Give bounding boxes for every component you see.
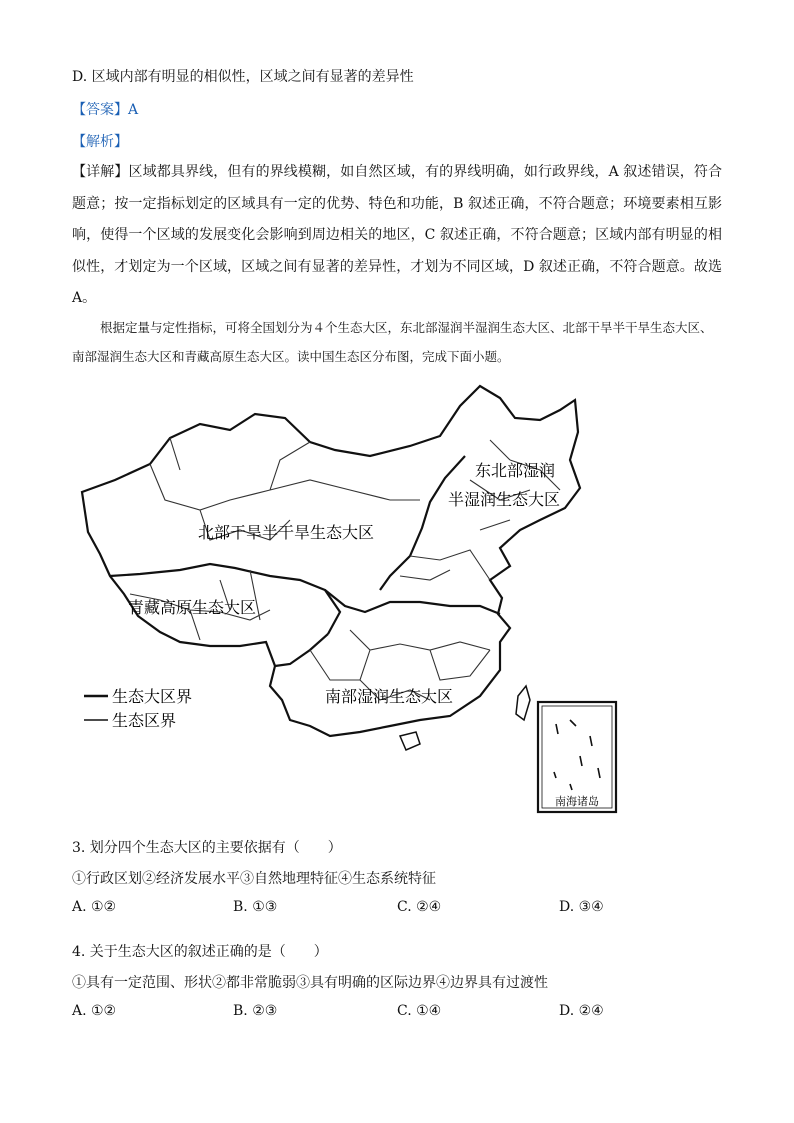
q3-stem: 3. 划分四个生态大区的主要依据有（ ） — [72, 840, 342, 856]
label-north: 北部干旱半干旱生态大区 — [198, 523, 375, 542]
major-boundary-south — [325, 590, 500, 614]
answer-text: 【答案】A — [72, 102, 139, 118]
analysis-detail: 【详解】区域都具界线，但有的界线模糊，如自然区域，有的界线明确，如行政界线，A 叙述错误，符合题意；按一定指标划定的区域具有一定的优势、特色和功能，B 叙述正确，不符合题意；环境要素相互影响，使得一个区域的发展变化会影响到周边相关的地区，C 叙述正确，不符合题意；区域内部有明显的相似性，才划定为一个区域，区域之间有显著的差异性，才划为不同区域，D 叙述正确，不符合题意。故选A。 — [72, 164, 722, 306]
analysis-label: 【解析】 — [72, 134, 128, 150]
intro-paragraph: 根据定量与定性指标，可将全国划分为４个生态大区，东北部湿润半湿润生态大区、北部干旱半干旱生态大区、南部湿润生态大区和青藏高原生态大区。读中国生态区分布图，完成下面小题。 — [72, 320, 713, 364]
q4-option-c[interactable]: C. ①④ — [397, 1003, 442, 1019]
inset-label: 南海诸岛 — [555, 795, 599, 808]
q3-items: ①行政区划②经济发展水平③自然地理特征④生态系统特征 — [72, 871, 436, 887]
q3-option-c[interactable]: C. ②④ — [397, 899, 442, 915]
q3-option-b[interactable]: B. ①③ — [233, 899, 278, 915]
legend-major: 生态大区界 — [112, 687, 193, 706]
major-boundary-qz-south — [275, 634, 328, 666]
q3-option-d[interactable]: D. ③④ — [559, 899, 604, 915]
q4-stem: 4. 关于生态大区的叙述正确的是（ ） — [72, 944, 328, 960]
hainan-island — [400, 732, 420, 750]
q4-option-d[interactable]: D. ②④ — [559, 1003, 604, 1019]
option-d-text: D. 区域内部有明显的相似性，区域之间有显著的差异性 — [72, 69, 414, 85]
china-outline — [82, 386, 580, 736]
taiwan-island — [516, 686, 530, 720]
major-boundary-ne — [380, 456, 465, 590]
label-northeast-2: 半湿润生态大区 — [448, 490, 561, 509]
label-south: 南部湿润生态大区 — [325, 687, 454, 706]
south-china-sea-inset — [538, 702, 616, 812]
legend-minor: 生态区界 — [112, 711, 177, 730]
q3-option-a[interactable]: A. ①② — [72, 899, 117, 915]
q4-items: ①具有一定范围、形状②都非常脆弱③具有明确的区际边界④边界具有过渡性 — [72, 975, 548, 991]
label-northeast-1: 东北部湿润 — [475, 461, 556, 480]
china-ecoregion-map — [70, 380, 630, 820]
q4-option-b[interactable]: B. ②③ — [233, 1003, 278, 1019]
map-legend — [84, 687, 192, 730]
q4-option-a[interactable]: A. ①② — [72, 1003, 117, 1019]
label-qingzang: 青藏高原生态大区 — [128, 598, 257, 617]
